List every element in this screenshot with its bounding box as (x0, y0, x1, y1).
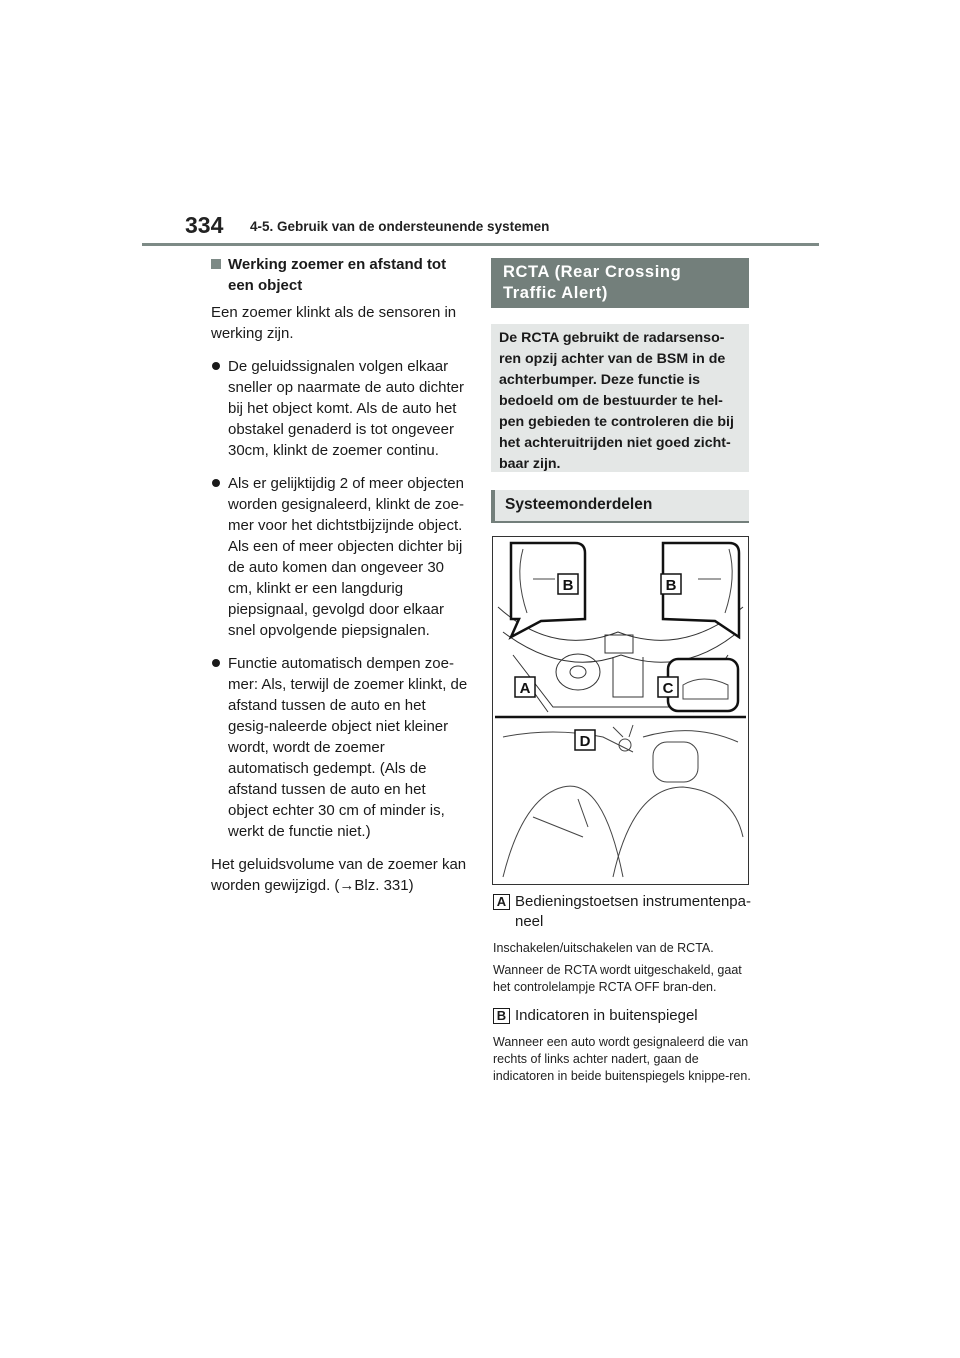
figure-label-d: D (579, 733, 591, 750)
component-list (493, 892, 751, 1090)
figure-label-a: A (519, 680, 531, 697)
component-b-desc: Wanneer een auto wordt gesignaleerd die van rechts of links achter nadert, gaan de indicatoren in beide buitenspiegels knippe-ren. (493, 1035, 751, 1083)
car-interior-illustration (493, 537, 748, 884)
bullet-item (211, 356, 469, 461)
figure-label-c: C (662, 680, 674, 697)
bullet-dot-icon (212, 659, 220, 667)
bullet-item (211, 473, 469, 641)
chapter-title: 4-5. Gebruik van de ondersteunende systemen (250, 219, 550, 234)
square-bullet-icon (211, 259, 221, 269)
system-components-figure (492, 536, 749, 885)
section-heading (211, 254, 469, 296)
intro-paragraph: Een zoemer klinkt als de sensoren in werking zijn. (211, 304, 457, 342)
components-heading: Systeemonderdelen (491, 490, 749, 523)
rcta-title-box: RCTA (Rear Crossing Traffic Alert) (491, 258, 749, 308)
rcta-intro-box: De RCTA gebruikt de radarsenso-ren opzij achter van de BSM in de achterbumper. Deze functie is bedoeld om de bestuurder te hel-pen gebieden te controleren die bij het achteruitrijden niet goed zicht-baar zijn. (491, 324, 749, 472)
bullet-dot-icon (212, 479, 220, 487)
page-number: 334 (185, 212, 224, 238)
figure-label-b-left: B (562, 577, 574, 594)
bullet-dot-icon (212, 362, 220, 370)
letter-badge-a: A (493, 894, 510, 910)
volume-paragraph: Het geluidsvolume van de zoemer kan worden gewijzigd. (→Blz. 331) (211, 856, 467, 894)
header-divider (142, 243, 819, 246)
bullet-text: De geluidssignalen volgen elkaar sneller op naarmate de auto dichter bij het object komt. Als de auto het obstakel genaderd is tot ongeveer 30cm, klinkt de zoemer continu. (228, 358, 464, 459)
section-heading-text: Werking zoemer en afstand tot een object (228, 256, 447, 294)
component-a-desc: Wanneer de RCTA wordt uitgeschakeld, gaat het controlelampje RCTA OFF bran-den. (493, 963, 742, 994)
component-b-title (493, 1006, 751, 1026)
letter-badge-b: B (493, 1008, 510, 1024)
bullet-text: Als er gelijktijdig 2 of meer objecten worden gesignaleerd, klinkt de zoe-mer voor het dichtstbijzijnde object. Als een of meer objecten dichter bij de auto komen dan ongeveer 30 cm, klinkt er een langdurig piepsignaal, gevolgd door elkaar snel opvolgende piepsignalen. (228, 475, 464, 639)
bullet-text: Functie automatisch dempen zoe-mer: Als, terwijl de zoemer klinkt, de afstand tussen de auto en het gesig-naleerde object niet kleiner wordt, wordt de zoemer automatisch gedempt. (Als de afstand tussen de auto en het object echter 30 cm of minder is, werkt de functie niet.) (228, 655, 468, 840)
component-a-desc: Inschakelen/uitschakelen van de RCTA. (493, 941, 714, 955)
left-column (211, 254, 469, 908)
figure-label-b-right: B (665, 577, 677, 594)
component-a-title (493, 892, 751, 932)
bullet-item (211, 653, 469, 842)
component-a-name: Bedieningstoetsen instrumentenpa-neel (515, 893, 751, 930)
component-b-name: Indicatoren in buitenspiegel (515, 1007, 698, 1024)
